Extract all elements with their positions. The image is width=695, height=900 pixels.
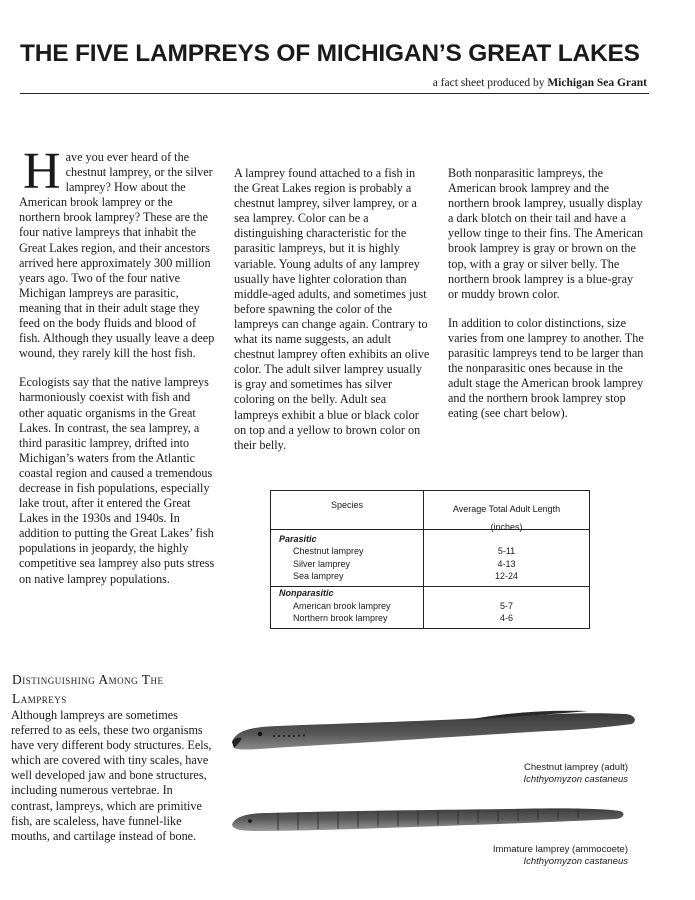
subtitle-org: Michigan Sea Grant	[547, 77, 647, 89]
ecologists-paragraph: Ecologists say that the native lampreys harmoniously coexist with fish and other aquatic organisms in the Great Lakes. In contrast, the sea lamprey, a third parasitic lamprey, drifted into Michigan’s waters from the Atlantic coastal region and caused a tremendous decrease in fish populations, especially lake trout, after it entered the Great Lakes in the 1930s and 1940s. In addition to putting the Great Lakes’ fish populations in jeopardy, the highly competitive sea lamprey also puts stress on native lamprey populations.	[19, 375, 215, 586]
figure-2-caption-name: Immature lamprey (ammocoete)	[492, 844, 628, 855]
header-length-unit: (inches)	[490, 522, 523, 532]
section-heading-line1: Distinguishing Among The	[12, 672, 164, 687]
table-row-name: Northern brook lamprey	[293, 613, 388, 623]
table-row-name: American brook lamprey	[293, 601, 391, 611]
column-1	[19, 143, 215, 601]
table-row-name: Silver lamprey	[293, 559, 351, 569]
section-heading	[12, 670, 217, 708]
figure-2-caption	[430, 844, 628, 868]
intro-text: ave you ever heard of the chestnut lamprey, or the silver lamprey? How about the American brook lamprey or the northern brook lamprey? These are the four native lampreys that inhabit the Great Lakes region, and their ancestors arrived here approximately 300 million years ago. Two of the four native Michigan lampreys are parasitic, meaning that in their adult stage they feed on the body fluids and blood of fish. Although they usually leave a deep wound, they rarely kill the host fish.	[19, 150, 215, 361]
figure-1-caption	[430, 762, 628, 786]
header-rule	[20, 93, 649, 94]
group-nonparasitic: Nonparasitic	[279, 588, 334, 598]
section-body: Although lampreys are sometimes referred to as eels, these two organisms have very different body structures. Eels, which are covered with tiny scales, have well developed jaw and bone structures, including numerous vertebrae. In contrast, lampreys, which are primitive fish, are scaleless, have funnel-like mouths, and cartilage instead of bone.	[11, 708, 212, 843]
header-length-label: Average Total Adult Length	[452, 504, 561, 514]
drop-cap: H	[23, 143, 61, 200]
page-subtitle	[433, 77, 647, 89]
header-species: Species	[330, 500, 364, 510]
chestnut-lamprey-adult-image	[228, 700, 640, 760]
color-paragraph: A lamprey found attached to a fish in the Great Lakes region is probably a chestnut lamprey, silver lamprey, or a sea lamprey. Color can be a distinguishing characteristic for the parasitic lampreys, but it is highly variable. Young adults of any lamprey usually have lighter coloration than middle-aged adults, and sometimes just before spawning the color of the lampreys can change again. Contrary to what its name suggests, an adult chestnut lamprey often exhibits an olive color. The adult silver lamprey usually is gray and sometimes has silver coloring on the belly. Adult sea lampreys exhibit a blue or black color on top and a yellow to brown color on their belly.	[234, 166, 430, 452]
table-row-value: 4-13	[497, 559, 516, 569]
table-row-value: 5-7	[499, 601, 513, 611]
intro-paragraph	[19, 143, 215, 361]
column-2	[234, 166, 430, 467]
column-3	[448, 166, 646, 436]
group-parasitic: Parasitic	[279, 534, 317, 544]
section-heading-line2: Lampreys	[12, 691, 67, 706]
page-title: THE FIVE LAMPREYS OF MICHIGAN’S GREAT LAKES	[20, 40, 640, 67]
size-paragraph: In addition to color distinctions, size varies from one lamprey to another. The parasitic lampreys tend to be larger than the nonparasitic ones because in the adult stage the American brook lamprey and the northern brook lamprey stop eating (see chart below).	[448, 315, 644, 421]
figure-1-species: Ichthyomyzon castaneus	[523, 774, 628, 785]
table-row-value: 5-11	[497, 546, 516, 556]
nonparasitic-paragraph: Both nonparasitic lampreys, the American brook lamprey and the northern brook lamprey, usually display a dark blotch on their tail and have a yellow tinge to their fins. The American brook lamprey is gray or brown on the top, with a gray or silver belly. The northern brook lamprey is a blue-gray or muddy brown color.	[448, 166, 644, 301]
figure-2-species: Ichthyomyzon castaneus	[523, 856, 628, 867]
subtitle-prefix: a fact sheet produced by	[432, 77, 545, 89]
table-row-value: 12-24	[494, 571, 519, 581]
table-row-value: 4-6	[499, 613, 513, 623]
table-row-name: Sea lamprey	[293, 571, 344, 581]
immature-lamprey-image	[228, 795, 628, 840]
length-table	[270, 490, 590, 629]
table-separator	[271, 586, 589, 587]
table-row-name: Chestnut lamprey	[293, 546, 364, 556]
header-length	[424, 500, 589, 536]
figure-1-caption-name: Chestnut lamprey (adult)	[523, 762, 628, 773]
